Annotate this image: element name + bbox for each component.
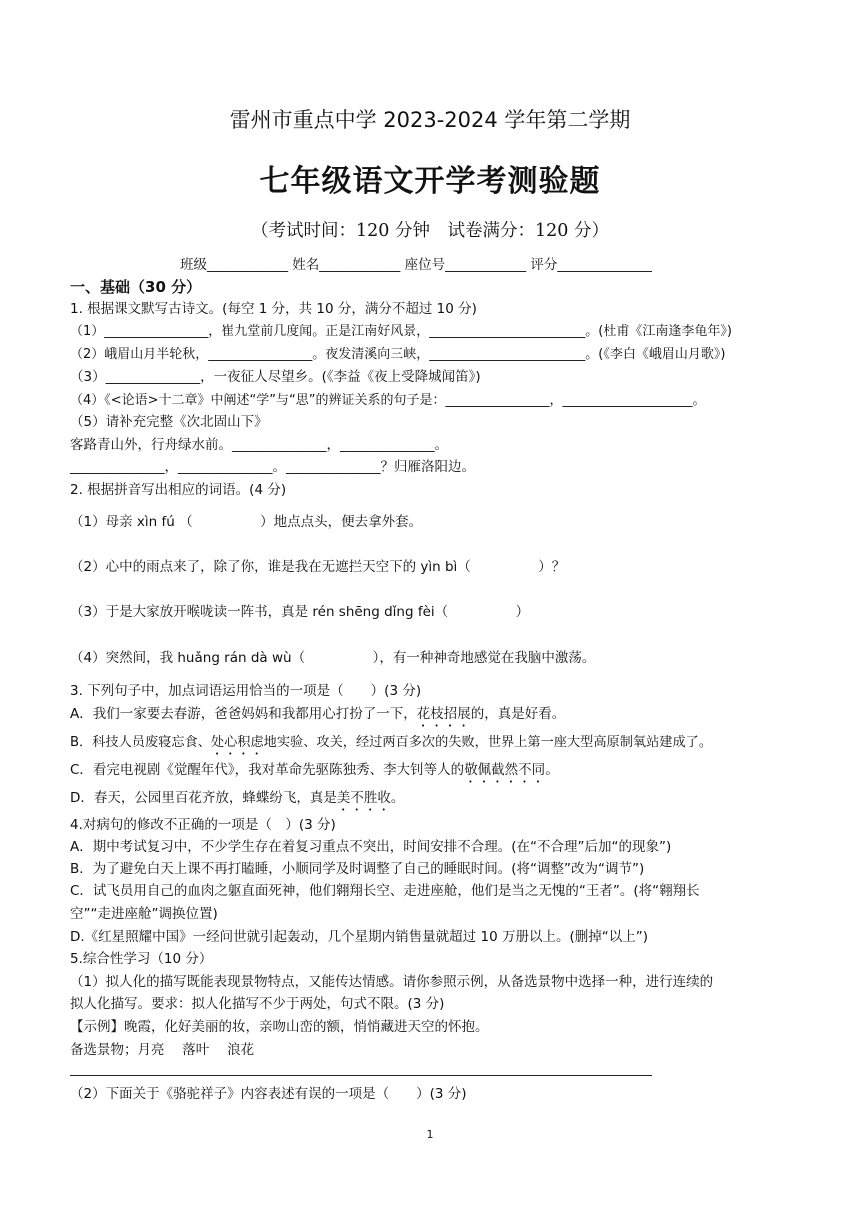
page-number: 1 xyxy=(426,1128,434,1141)
q1-line: ______________，______________。______________？归雁洛阳边。 xyxy=(70,459,475,475)
option-text: C．看完电视剧《觉醒年代》，我对革命先驱陈独秀、李大钊等人的 xyxy=(70,762,465,778)
school-heading: 雷州市重点中学 2023-2024 学年第二学期 xyxy=(229,108,631,132)
option-text: 。 xyxy=(390,790,405,806)
q4-option-c: C．试飞员用自己的血肉之躯直面死神，他们翱翔长空、走进座舱，他们是当之无愧的“王者”。(将“翱翔长 xyxy=(70,883,700,899)
q2-stem: 2. 根据拼音写出相应的词语。(4 分) xyxy=(70,482,287,498)
q1-line: 客路青山外，行舟绿水前。______________，______________。 xyxy=(70,437,448,453)
option-text: 的，真是好看。 xyxy=(470,706,566,722)
dotted-phrase: 美不胜收 xyxy=(336,790,391,806)
q3-option-c xyxy=(70,760,559,786)
student-info-fields: 班级____________ 姓名____________ 座位号____________ 评分______________ xyxy=(180,257,652,273)
q4-option-b: B．为了避免白天上课不再打瞌睡，小顺同学及时调整了自己的睡眠时间。(将“调整”改为“调节”) xyxy=(70,861,645,877)
option-text: A．我们一家要去春游，爸爸妈妈和我都用心打扮了一下， xyxy=(70,706,417,722)
q3-stem: 3. 下列句子中，加点词语运用恰当的一项是（ ）(3 分) xyxy=(70,683,422,699)
option-text: D．春天，公园里百花齐放，蜂蝶纷飞，真是 xyxy=(70,790,337,806)
q4-option-a: A．期中考试复习中，不少学生存在着复习重点不突出，时间安排不合理。(在“不合理”后加“的现象”) xyxy=(70,839,672,855)
q4-option-d: D.《红星照耀中国》一经问世就引起轰动，几个星期内销售量就超过 10 万册以上。(删掉“以上”) xyxy=(70,929,648,945)
exam-title: 七年级语文开学考测验题 xyxy=(259,164,601,199)
dotted-phrase: 敬佩截然不同 xyxy=(464,762,546,778)
answer-line xyxy=(70,1075,652,1076)
q5-example: 【示例】晚霞，化好美丽的妆，亲吻山峦的额，悄悄藏进天空的怀抱。 xyxy=(70,1019,489,1035)
q3-option-a xyxy=(70,704,565,730)
option-text: 地实验、攻关，经过两百多次的失败，世界上第一座大型高原制氧站建成了。 xyxy=(263,735,713,750)
q2-item: （4）突然间，我 huǎng rán dà wù（ ），有一种神奇地感觉在我脑中激荡。 xyxy=(70,650,596,666)
q1-line: （5）请补充完整《次北固山下》 xyxy=(70,414,268,430)
q2-item: （1）母亲 xìn fú （ ）地点点头，便去拿外套。 xyxy=(70,514,423,530)
q2-item: （2）心中的雨点来了，除了你，谁是我在无遮拦天空下的 yìn bì（ ）？ xyxy=(70,559,566,575)
q4-option-c-cont: 空”“走进座舱”调换位置) xyxy=(70,906,218,922)
q3-option-d xyxy=(70,788,404,814)
exam-info: （考试时间：120 分钟 试卷满分：120 分） xyxy=(251,221,609,241)
q5-options: 备选景物；月亮 落叶 浪花 xyxy=(70,1042,255,1058)
q1-line: （3）______________，一夜征人尽望乡。(《李益《夜上受降城闻笛》) xyxy=(70,369,481,385)
option-text: 。 xyxy=(545,762,559,778)
option-text: B．科技人员废寝忘食、 xyxy=(70,735,211,750)
q3-option-b xyxy=(70,732,712,758)
q5-part1: （1）拟人化的描写既能表现景物特点，又能传达情感。请你参照示例，从备选景物中选择一种，进行连续的 xyxy=(70,974,714,990)
q2-item: （3）于是大家放开喉咙读一阵书，真是 rén shēng dǐng fèi（ ） xyxy=(70,604,530,620)
q1-line: （4）《<论语>十二章》中阐述“学”与“思”的辨证关系的句子是：________________，____________________。 xyxy=(70,393,706,408)
q1-line: （1）________________，崔九堂前几度闻。正是江南好风景，________________________。(杜甫《江南逢李龟年》) xyxy=(70,324,732,339)
dotted-phrase: 花枝招展 xyxy=(416,706,471,722)
q1-stem: 1. 根据课文默写古诗文。(每空 1 分，共 10 分，满分不超过 10 分) xyxy=(70,301,477,317)
dotted-phrase: 处心积虑 xyxy=(210,735,264,750)
q5-part1-cont: 拟人化描写。要求：拟人化描写不少于两处，句式不限。(3 分) xyxy=(70,996,445,1012)
q4-stem: 4.对病句的修改不正确的一项是（ ）(3 分) xyxy=(70,817,336,833)
section-heading: 一、基础（30 分） xyxy=(70,278,202,296)
q5-part2: （2）下面关于《骆驼祥子》内容表述有误的一项是（ ）(3 分) xyxy=(70,1086,467,1102)
q5-stem: 5.综合性学习（10 分） xyxy=(70,951,213,967)
q1-line: （2）峨眉山月半轮秋，________________。夜发清溪向三峡，________________________。(《李白《峨眉山月歌》) xyxy=(70,347,726,362)
